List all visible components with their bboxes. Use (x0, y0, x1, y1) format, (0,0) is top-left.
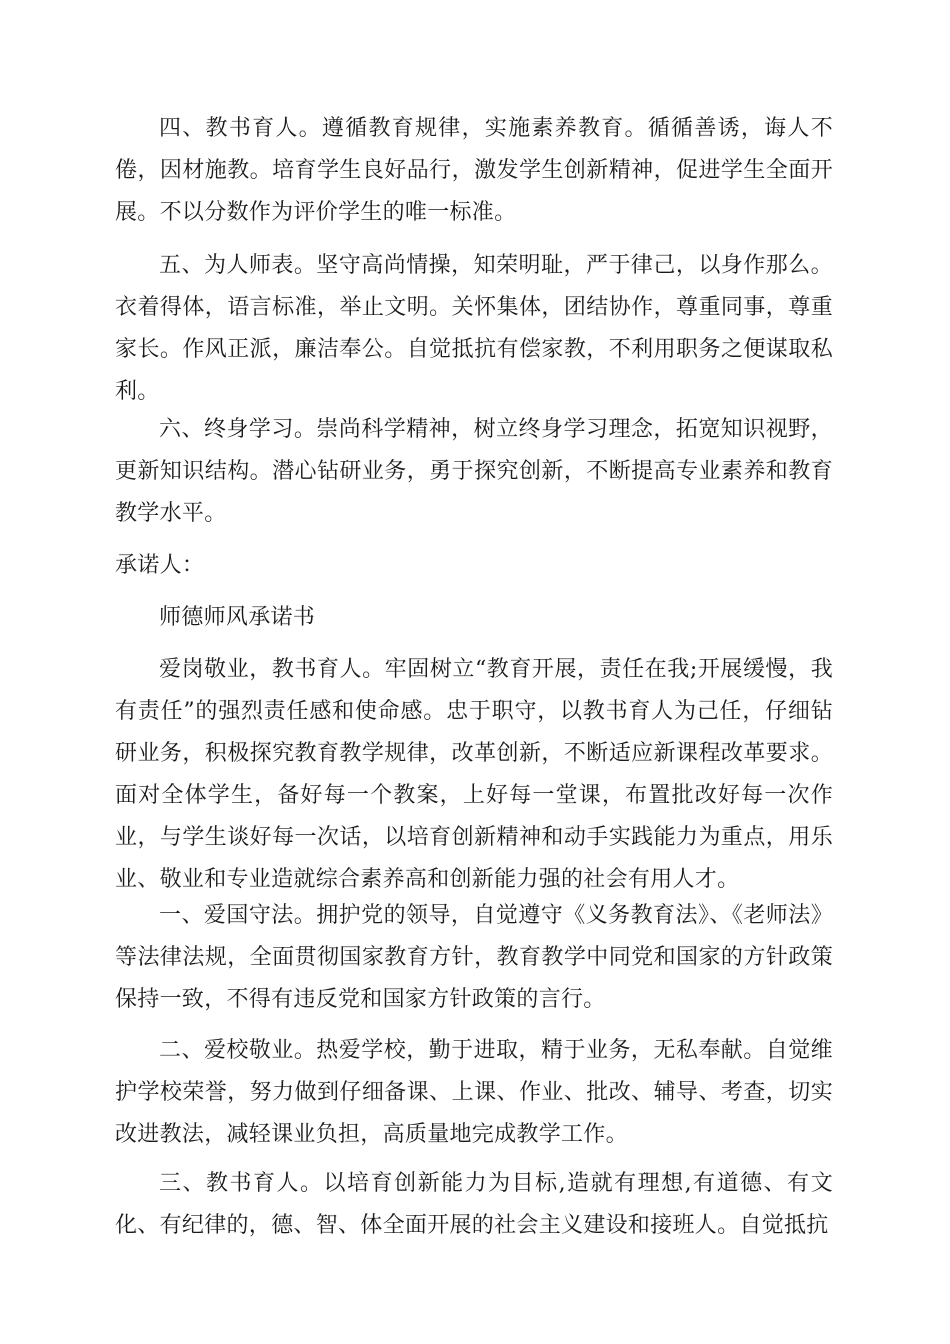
paragraph-lifelong-learning: 六、终身学习。崇尚科学精神，树立终身学习理念，拓宽知识视野，更新知识结构。潜心钻研业务，勇于探究创新，不断提高专业素养和教育教学水平。 (115, 417, 833, 526)
paragraph-dedication: 爱岗敬业，教书育人。牢固树立“教育开展，责任在我;开展缓慢，我有责任”的强烈责任感和使命感。忠于职守，以教书育人为己任，仔细钻研业务，积极探究教育教学规律，改革创新，不断适应新课程改革要求。面对全体学生，备好每一个教案，上好每一堂课，布置批改好每一次作业，与学生谈好每一次话，以培育创新精神和动手实践能力为重点，用乐业、敬业和专业造就综合素养高和创新能力强的社会有用人才。 (115, 657, 833, 892)
paragraph-role-model: 五、为人师表。坚守高尚情操，知荣明耻，严于律己，以身作那么。衣着得体，语言标准，举止文明。关怀集体，团结协作，尊重同事，尊重家长。作风正派，廉洁奉公。自觉抵抗有偿家教，不利用职务之便谋取私利。 (115, 253, 833, 404)
paragraph-educate-people: 三、教书育人。以培育创新能力为目标,造就有理想,有道德、有文化、有纪律的，德、智、体全面开展的社会主义建设和接班人。自觉抵抗 (115, 1171, 833, 1238)
paragraph-patriotism-law: 一、爱国守法。拥护党的领导，自觉遵守《义务教育法》、《老师法》等法律法规，全面贯彻国家教育方针，教育教学中同党和国家的方针政策保持一致，不得有违反党和国家方针政策的言行。 (115, 903, 833, 1012)
pledger-label: 承诺人： (115, 553, 205, 578)
paragraph-love-school: 二、爱校敬业。热爱学校，勤于进取，精于业务，无私奉献。自觉维护学校荣誉，努力做到仔细备课、上课、作业、批改、辅导、考查，切实改进教法，减轻课业负担，高质量地完成教学工作。 (115, 1038, 833, 1147)
paragraph-teaching-and-educating: 四、教书育人。遵循教育规律，实施素养教育。循循善诱，诲人不倦，因材施教。培育学生良好品行，激发学生创新精神，促进学生全面开展。不以分数作为评价学生的唯一标准。 (115, 116, 833, 225)
section-title: 师德师风承诺书 (159, 605, 316, 630)
